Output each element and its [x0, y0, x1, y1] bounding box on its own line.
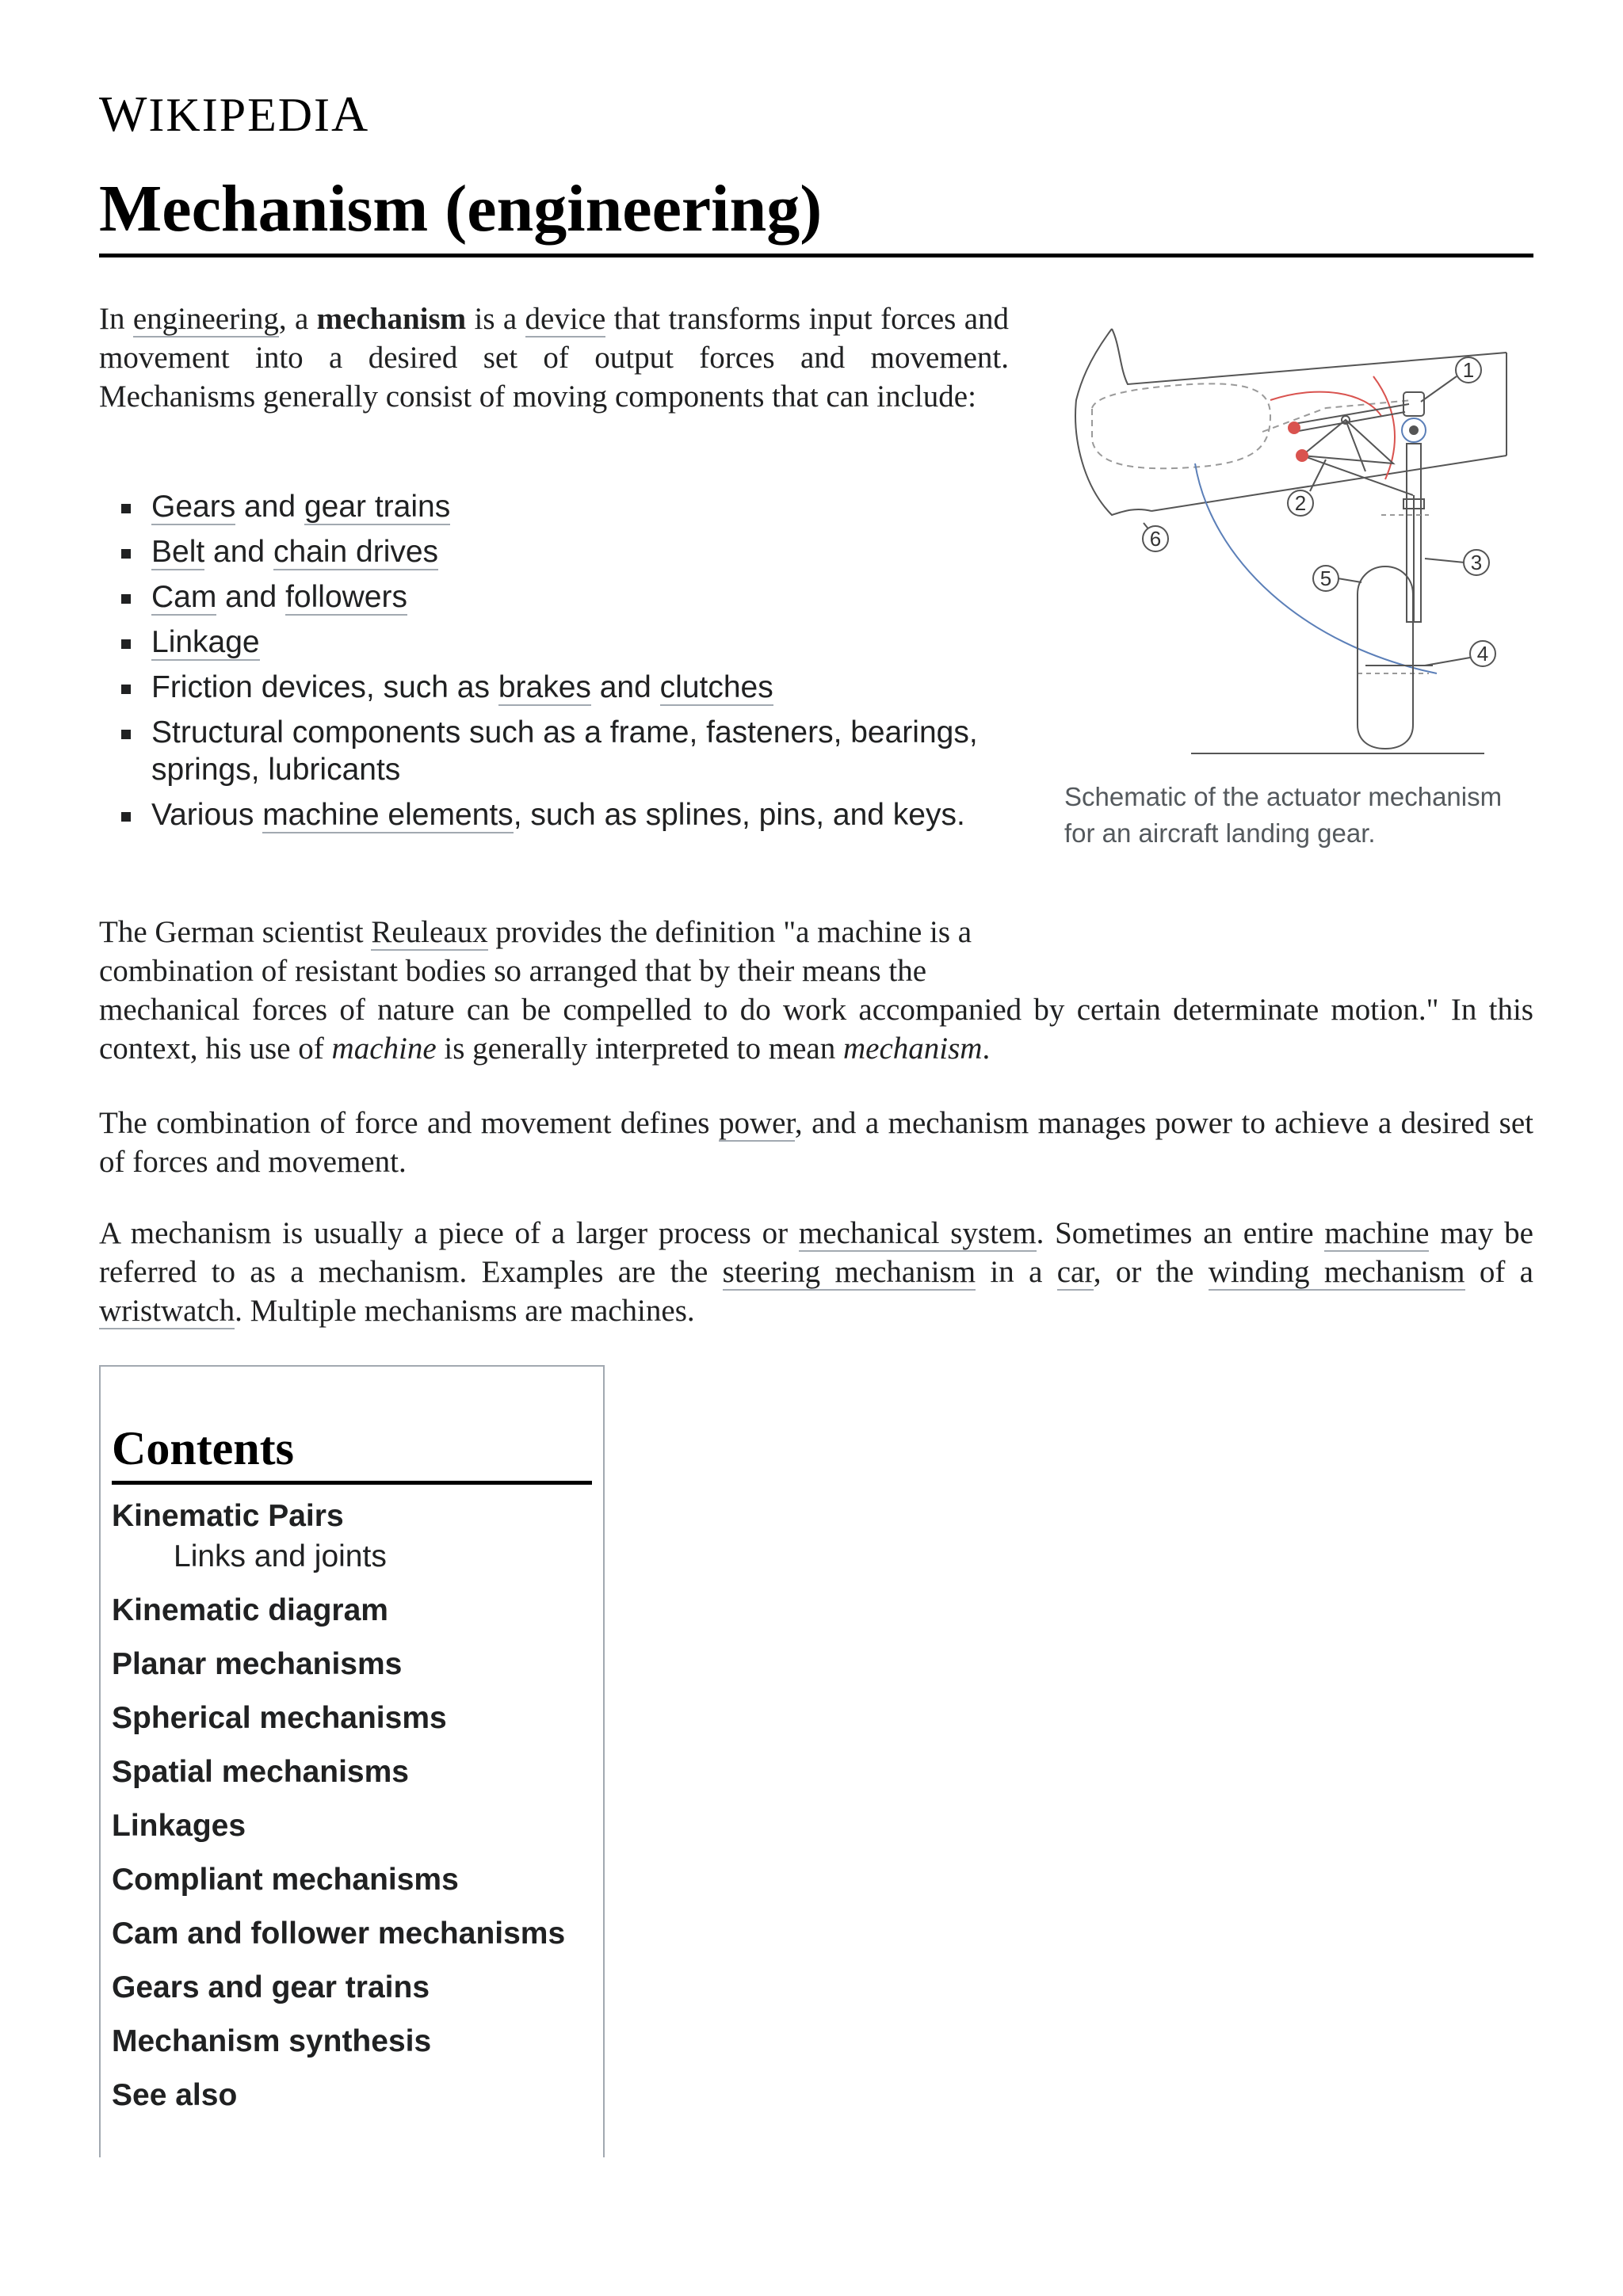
toc-item-kinematic-diagram[interactable]: Kinematic diagram — [112, 1593, 388, 1627]
link-machine[interactable]: machine — [1324, 1216, 1430, 1250]
wordmark-middle: IKIPEDI — [148, 89, 332, 141]
page-title: Mechanism (engineering) — [99, 173, 1533, 257]
link-chain-drives[interactable]: chain drives — [273, 535, 439, 569]
link-steering-mechanism[interactable]: steering mechanism — [722, 1255, 976, 1289]
toc-list — [112, 1497, 592, 2114]
link-engineering[interactable]: engineering — [132, 302, 279, 336]
retracted-gear-outline — [1092, 383, 1270, 468]
reuleaux-paragraph: The German scientist Reuleaux provides the definition "a machine is a combination of resistant bodies so arranged that by their means the mechanical forces of nature can be compelled to do work accompanied by certain determinate motion." In this context, his use of machine is generally interpreted to mean mechanism. — [99, 913, 1533, 1068]
toc-item-kinematic-pairs[interactable]: Kinematic Pairs — [112, 1499, 344, 1533]
toc-item-spherical-mechanisms[interactable]: Spherical mechanisms — [112, 1701, 447, 1735]
link-cam[interactable]: Cam — [151, 580, 217, 614]
figure-caption: Schematic of the actuator mechanism for an aircraft landing gear. — [1064, 782, 1503, 848]
power-paragraph: The combination of force and movement defines power, and a mechanism manages power to achieve a desired set of forces and movement. — [99, 1106, 1533, 1179]
svg-text:3: 3 — [1470, 551, 1483, 574]
link-reuleaux[interactable]: Reuleaux — [371, 915, 488, 949]
link-gears[interactable]: Gears — [151, 490, 236, 524]
toc-item-compliant-mechanisms[interactable]: Compliant mechanisms — [112, 1863, 459, 1897]
callout-5 — [1313, 566, 1338, 591]
intro-paragraph: In engineering, a mechanism is a device that transforms input forces and movement into a desired set of output forces and movement. Mechanisms generally consist of moving components that can include: — [99, 302, 1010, 414]
link-wristwatch[interactable]: wristwatch — [99, 1294, 235, 1328]
link-mechanical-system[interactable]: mechanical system — [798, 1216, 1037, 1250]
callout-4 — [1470, 641, 1495, 666]
fuselage-top — [1112, 329, 1507, 384]
toc-item-cam-and-follower[interactable]: Cam and follower mechanisms — [112, 1917, 566, 1951]
toc-item-planar-mechanisms[interactable]: Planar mechanisms — [112, 1647, 403, 1681]
term-mechanism-italic: mechanism — [842, 1032, 983, 1066]
swing-arc-blue — [1195, 463, 1437, 673]
list-item: Various machine elements, such as splines, pins, and keys. — [99, 796, 1009, 833]
term-machine: machine — [331, 1032, 437, 1066]
callout-6 — [1143, 526, 1168, 551]
svg-text:1: 1 — [1462, 358, 1475, 382]
link-machine-elements[interactable]: machine elements — [262, 798, 514, 832]
svg-text:2: 2 — [1294, 491, 1307, 515]
toc-item-spatial-mechanisms[interactable]: Spatial mechanisms — [112, 1755, 409, 1789]
list-item: Structural components such as a frame, fasteners, bearings, springs, lubricants — [99, 714, 1009, 788]
fuselage-bottom — [1151, 456, 1507, 511]
toc-item-links-and-joints[interactable]: Links and joints — [174, 1539, 387, 1573]
svg-text:5: 5 — [1319, 566, 1332, 590]
toc-item-linkages[interactable]: Linkages — [112, 1809, 246, 1843]
list-item: Friction devices, such as brakes and clutches — [99, 669, 1009, 706]
link-power[interactable]: power — [718, 1106, 795, 1140]
link-car[interactable]: car — [1056, 1255, 1094, 1289]
wordmark-final: A — [331, 86, 370, 142]
list-item: Belt and chain drives — [99, 533, 1009, 570]
wordmark-initial: W — [99, 86, 149, 142]
link-linkage[interactable]: Linkage — [151, 625, 260, 659]
list-item: Cam and followers — [99, 578, 1009, 616]
svg-text:6: 6 — [1149, 527, 1162, 551]
link-winding-mechanism[interactable]: winding mechanism — [1208, 1255, 1465, 1289]
fuselage-outline — [1075, 329, 1151, 515]
callout-2 — [1288, 490, 1313, 516]
list-item: Gears and gear trains — [99, 488, 1009, 525]
link-brakes[interactable]: brakes — [498, 670, 591, 704]
link-gear-trains[interactable]: gear trains — [304, 490, 451, 524]
link-clutches[interactable]: clutches — [659, 670, 773, 704]
link-belt[interactable]: Belt — [151, 535, 205, 569]
component-list — [99, 488, 1009, 841]
term-mechanism: mechanism — [316, 302, 467, 336]
callout-3 — [1464, 550, 1489, 575]
toc-item-see-also[interactable]: See also — [112, 2078, 238, 2112]
list-item — [99, 624, 1009, 661]
toc-heading: Contents — [112, 1422, 592, 1485]
callout-1 — [1456, 357, 1481, 383]
landing-gear-figure — [1064, 313, 1533, 852]
toc-item-gears-and-gear-trains[interactable]: Gears and gear trains — [112, 1970, 430, 2004]
wikipedia-wordmark[interactable] — [99, 86, 370, 142]
landing-gear-schematic[interactable] — [1064, 313, 1533, 765]
toc-item-mechanism-synthesis[interactable]: Mechanism synthesis — [112, 2024, 432, 2058]
svg-text:4: 4 — [1476, 642, 1489, 666]
link-device[interactable]: device — [525, 302, 606, 336]
table-of-contents — [99, 1365, 605, 2157]
wheel — [1358, 566, 1413, 749]
link-followers[interactable]: followers — [285, 580, 407, 614]
mechanical-system-paragraph: A mechanism is usually a piece of a larger process or mechanical system. Sometimes an entire machine may be referred to as a mechanism. Examples are the steering mechanism in a car, or the winding mechanism of a wristwatch. Multiple mechanisms are machines. — [99, 1216, 1533, 1328]
reuleaux-narrow-lines: The German scientist Reuleaux provides the definition "a machine is a combination of resistant bodies so arranged that by their means the — [99, 915, 972, 988]
